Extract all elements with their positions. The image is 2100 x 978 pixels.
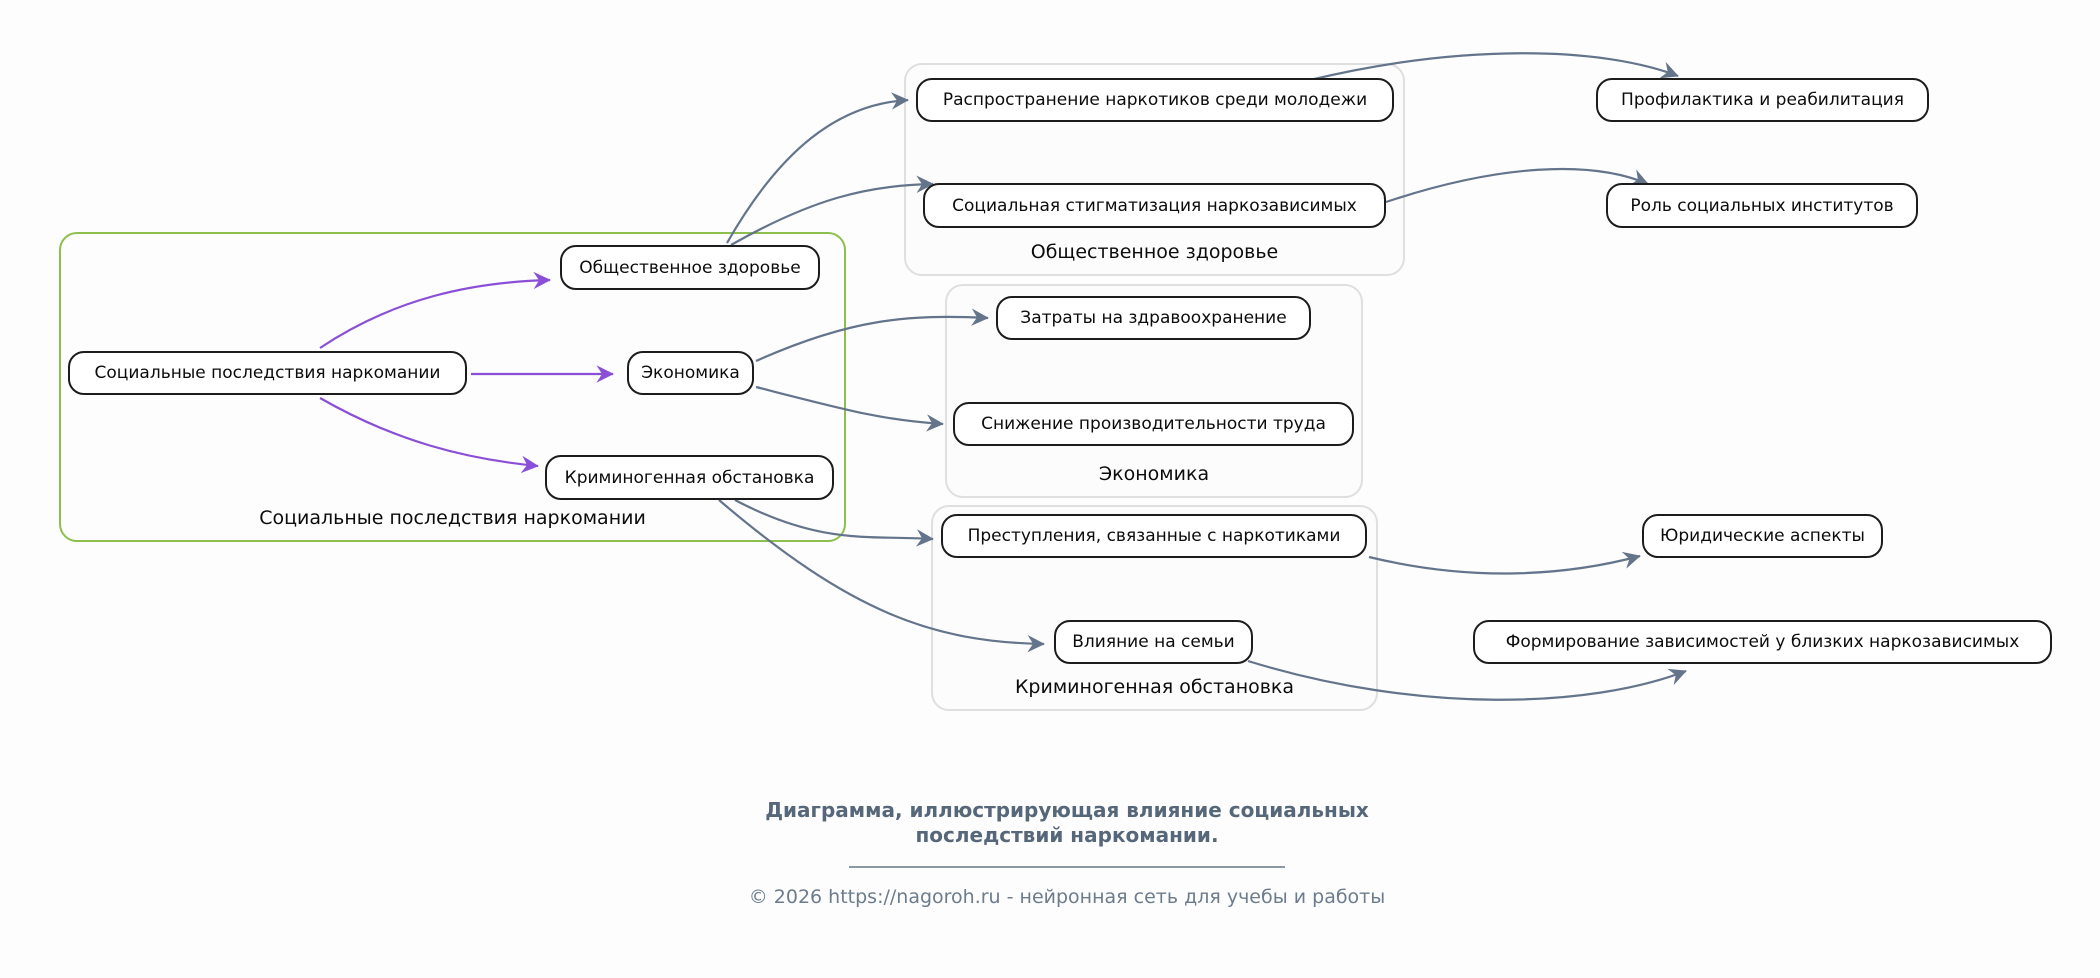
node-prevention: Профилактика и реабилитация: [1596, 78, 1929, 122]
group-crime-label: Криминогенная обстановка: [1014, 676, 1295, 698]
node-economy: Экономика: [627, 351, 754, 395]
node-crime: Криминогенная обстановка: [545, 455, 834, 500]
node-spread: Распространение наркотиков среди молодежи: [916, 78, 1394, 122]
edge-root-to-crime: [320, 398, 538, 466]
edge-crime-to-drug-crimes: [735, 500, 933, 539]
diagram-caption-line2: последствий наркомании.: [915, 823, 1219, 847]
edge-economy-to-healthcare-costs: [756, 317, 988, 361]
group-public-health-label: Общественное здоровье: [1030, 241, 1279, 263]
edge-family-impact-to-dependency: [1248, 661, 1686, 700]
copyright-text: © 2026 https://nagoroh.ru - нейронная сеть для учебы и работы: [748, 886, 1386, 908]
edge-spread-to-prevention: [1310, 53, 1678, 80]
edge-root-to-public-health: [320, 280, 550, 348]
node-root: Социальные последствия наркомании: [68, 351, 467, 395]
node-healthcare-costs: Затраты на здравоохранение: [996, 296, 1311, 340]
node-legal: Юридические аспекты: [1642, 514, 1883, 558]
node-family-impact: Влияние на семьи: [1054, 620, 1253, 664]
edge-public-health-to-stigma: [731, 184, 933, 245]
node-public-health: Общественное здоровье: [560, 245, 820, 290]
group-economy-label: Экономика: [1098, 463, 1210, 485]
node-stigma: Социальная стигматизация наркозависимых: [923, 183, 1386, 228]
node-dependency: Формирование зависимостей у близких наркозависимых: [1473, 620, 2052, 664]
node-institutions: Роль социальных институтов: [1606, 183, 1918, 228]
diagram-caption-line1: Диаграмма, иллюстрирующая влияние социальных: [765, 798, 1369, 822]
group-main-label: Социальные последствия наркомании: [259, 507, 646, 529]
node-drug-crimes: Преступления, связанные с наркотиками: [941, 514, 1367, 558]
edge-economy-to-productivity: [756, 387, 943, 424]
edge-drug-crimes-to-legal: [1369, 556, 1640, 573]
node-productivity: Снижение производительности труда: [953, 402, 1354, 446]
edge-public-health-to-spread: [727, 100, 908, 243]
